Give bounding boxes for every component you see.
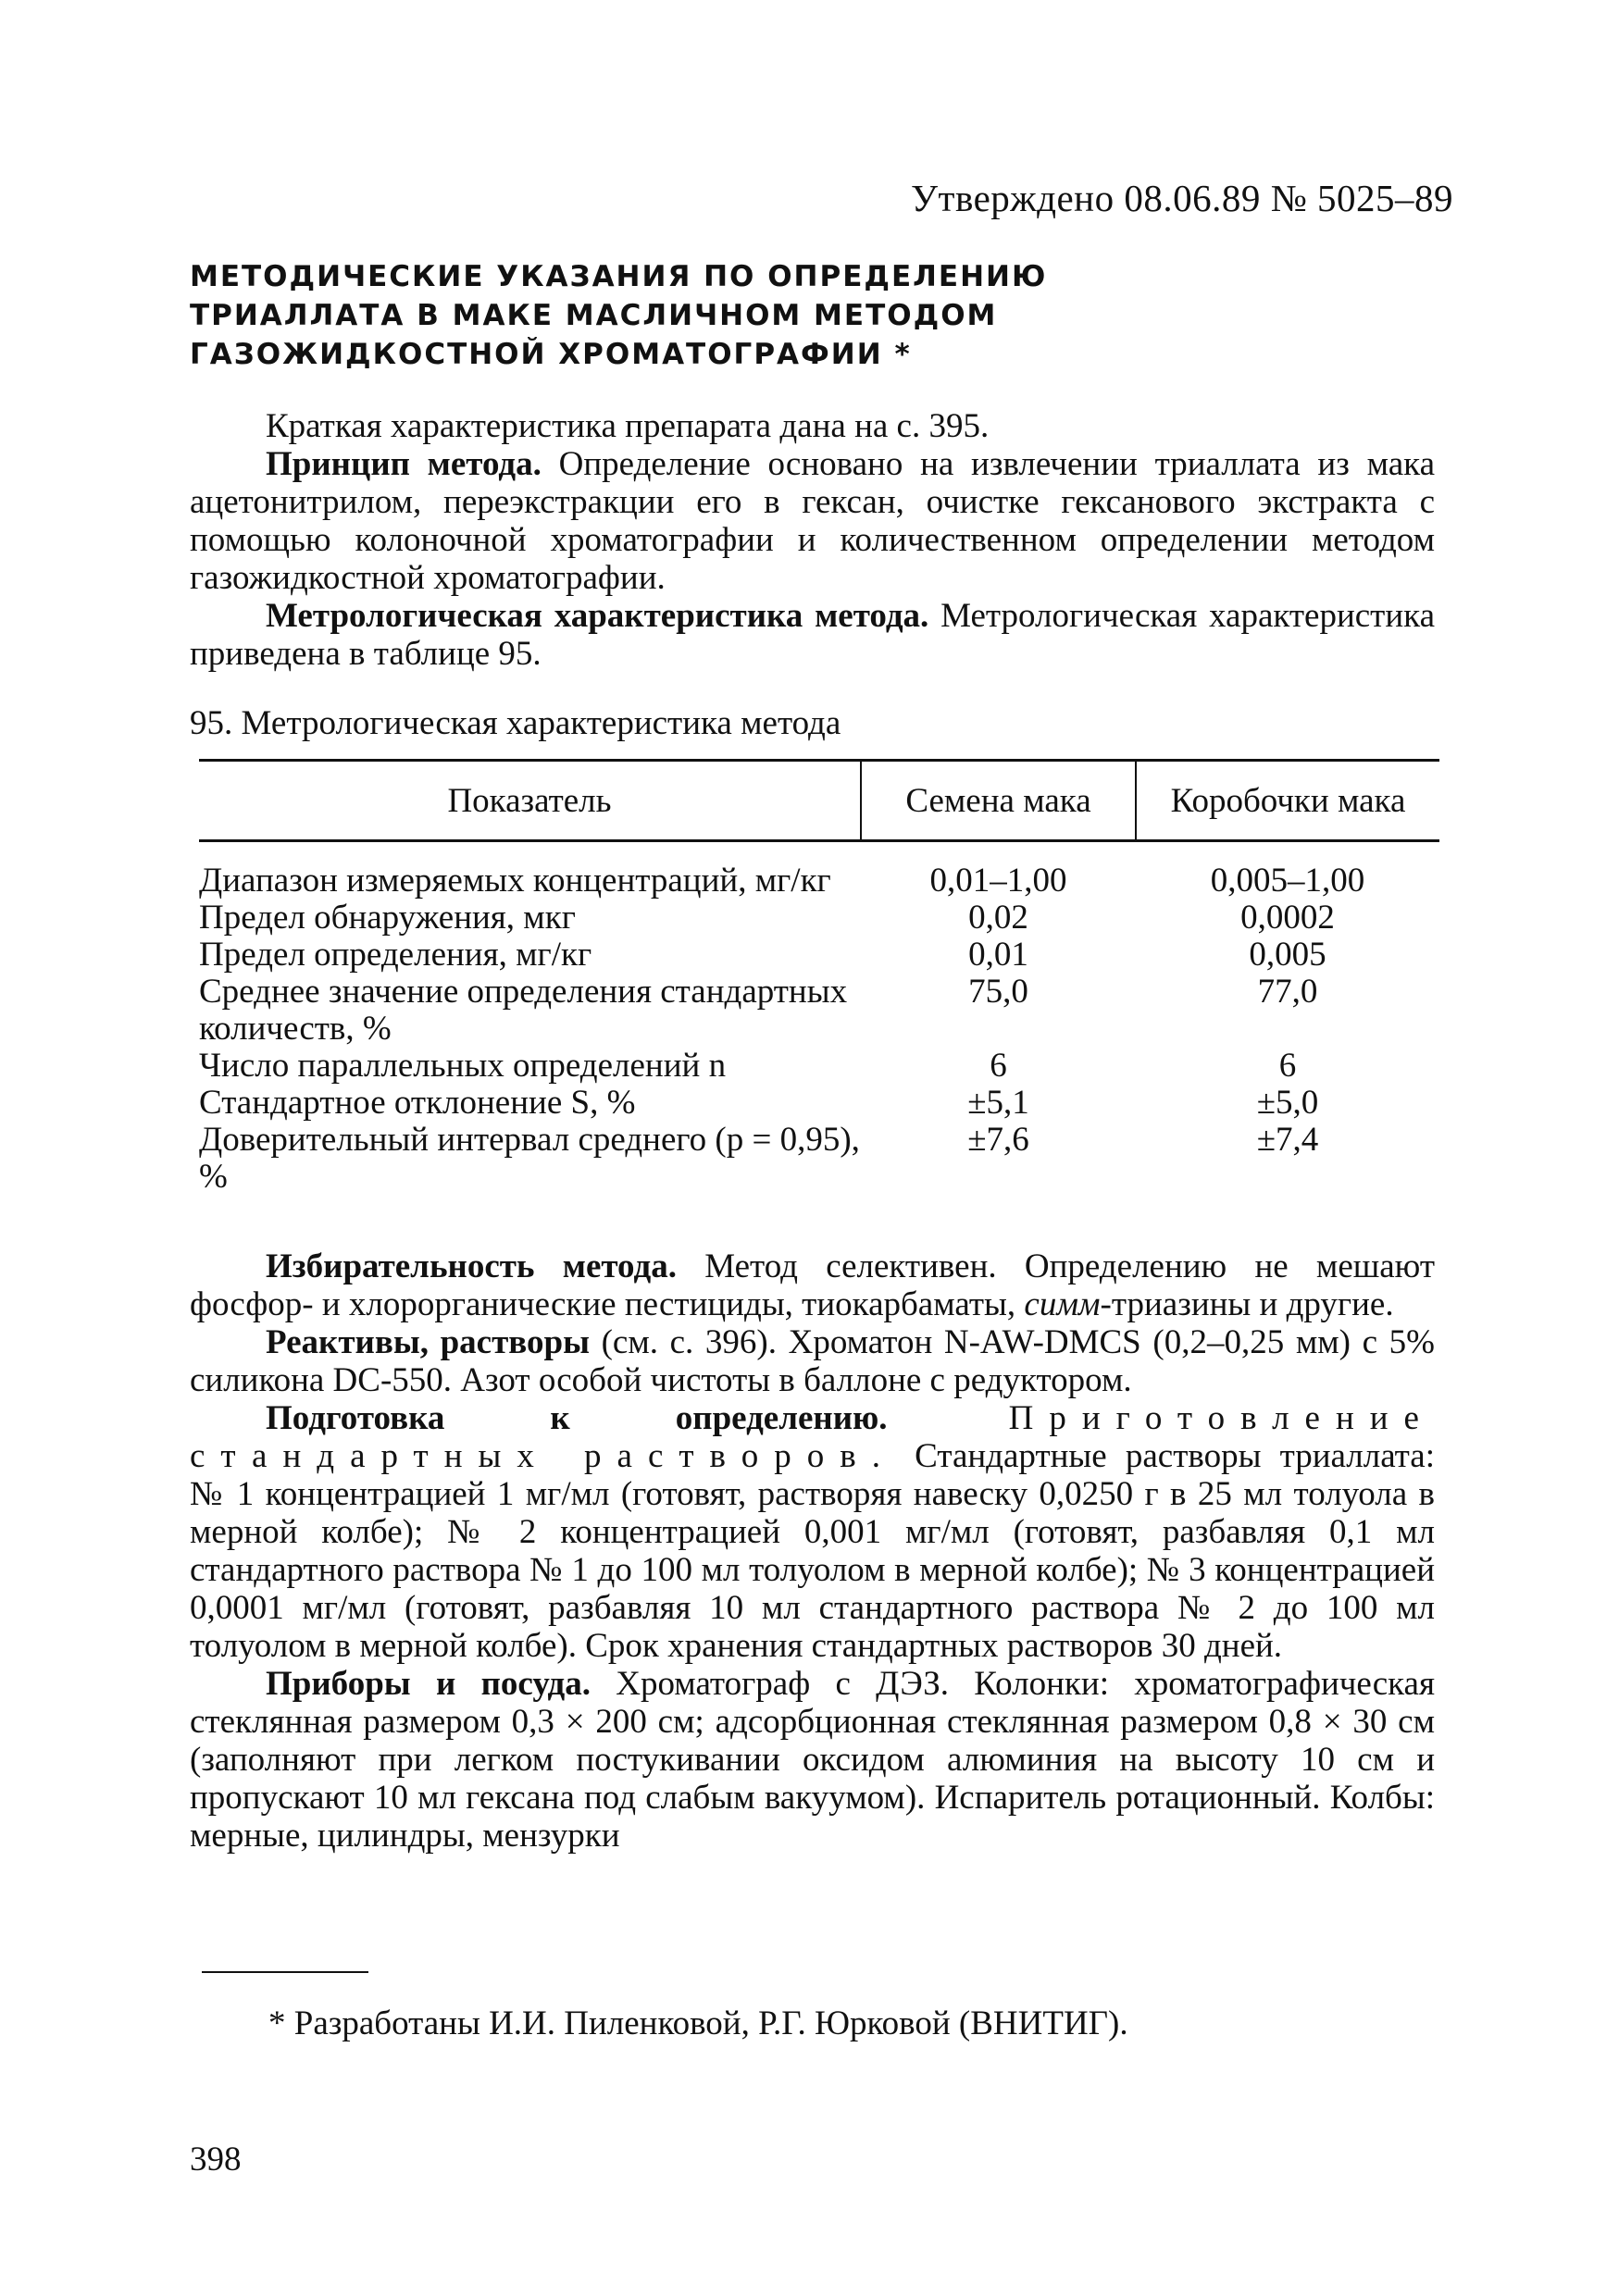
footnote-divider: [202, 1971, 368, 1973]
seeds-value: 6: [990, 1047, 1007, 1085]
metrology-table: [199, 759, 1439, 1196]
capsules-value: 0,005–1,00: [1210, 862, 1365, 900]
equipment-text: Хроматограф с ДЭЗ. Колонки: хроматографическая стеклянная размером 0,3 × 200 см; адсорбционная стеклянная размером 0,8 × 30 см (заполняют при легком постукивании оксидом алюминия на высоту 10 см и пропускают 10 мл гексана под слабым вакуумом). Испаритель ротационный. Колбы: мерные, цилиндры, мензурки: [190, 1665, 1435, 1855]
metrology-paragraph: [190, 597, 1435, 673]
seeds-value: 0,01–1,00: [929, 862, 1067, 900]
title-line: ГАЗОЖИДКОСТНОЙ ХРОМАТОГРАФИИ *: [190, 338, 912, 371]
capsules-value: 77,0: [1257, 973, 1318, 1011]
table-caption: 95. Метрологическая характеристика метода: [190, 704, 841, 742]
table-row: [199, 974, 1439, 1048]
preparation-label: Подготовка к определению.: [266, 1399, 888, 1437]
seeds-value: ±7,6: [967, 1121, 1029, 1159]
seeds-value: 75,0: [968, 973, 1028, 1011]
table-row: [199, 1085, 1439, 1122]
equipment-label: Приборы и посуда.: [266, 1665, 591, 1703]
title-line: ТРИАЛЛАТА В МАКЕ МАСЛИЧНОМ МЕТОДОМ: [190, 299, 998, 332]
reagents-text: (см. с. 396). Хроматон N-AW-DMCS (0,2–0,25 мм) с 5% силикона DC-550. Азот особой чистоты в баллоне с редуктором.: [190, 1323, 1435, 1399]
principle-paragraph: [190, 445, 1435, 597]
seeds-value: 0,02: [968, 899, 1028, 937]
principle-text: Определение основано на извлечении триаллата из мака ацетонитрилом, переэкстракции его в гексан, очистке гексанового экстракта с помощью колоночной хроматографии и количественном определении методом газожидкостной хроматографии.: [190, 445, 1435, 597]
capsules-value: 0,005: [1249, 936, 1326, 974]
selectivity-italic: симм: [1024, 1285, 1101, 1323]
footnote: * Разработаны И.И. Пиленковой, Р.Г. Юрковой (ВНИТИГ).: [268, 2004, 1128, 2042]
column-header: Показатель: [199, 761, 861, 841]
seeds-value: 0,01: [968, 936, 1028, 974]
selectivity-label: Избирательность метода.: [266, 1247, 677, 1285]
metrology-label: Метрологическая характеристика метода.: [266, 597, 929, 635]
title-line: МЕТОДИЧЕСКИЕ УКАЗАНИЯ ПО ОПРЕДЕЛЕНИЮ: [190, 260, 1048, 293]
indicator-cell: Доверительный интервал среднего (p = 0,95), %: [199, 1121, 860, 1196]
indicator-cell: Диапазон измеряемых концентраций, мг/кг: [199, 862, 831, 900]
brief-paragraph: Краткая характеристика препарата дана на с. 395.: [266, 407, 990, 445]
preparation-paragraph: [190, 1399, 1435, 1665]
approval-stamp: Утверждено 08.06.89 № 5025–89: [911, 177, 1453, 219]
reagents-label: Реактивы, растворы: [266, 1323, 590, 1361]
indicator-cell: Среднее значение определения стандартных количеств, %: [199, 973, 848, 1048]
table-row: [199, 841, 1439, 900]
selectivity-paragraph: [190, 1247, 1435, 1323]
equipment-paragraph: [190, 1665, 1435, 1855]
method-sections: [190, 1247, 1435, 1855]
table-header-row: [199, 761, 1439, 841]
capsules-value: ±7,4: [1256, 1121, 1319, 1159]
preparation-text: Стандартные растворы триаллата: № 1 концентрацией 1 мг/мл (готовят, растворяя навеску 0,0250 г в 25 мл толуола в мерной колбе); № 2 концентрацией 0,001 мг/мл (готовят, разбавляя 0,1 мл стандартного раствора № 1 до 100 мл толуолом в мерной колбе); № 3 концентрацией 0,0001 мг/мл (готовят, разбавляя 10 мл стандартного раствора № 2 до 100 мл толуолом в мерной колбе). Срок хранения стандартных растворов 30 дней.: [190, 1437, 1435, 1665]
table-row: [199, 900, 1439, 937]
indicator-cell: Предел обнаружения, мкг: [199, 899, 576, 937]
capsules-value: 6: [1278, 1047, 1297, 1085]
indicator-cell: Предел определения, мг/кг: [199, 936, 592, 974]
table-row: [199, 1122, 1439, 1196]
metrology-text: Метрологическая характеристика приведена в таблице 95.: [190, 597, 1435, 673]
principle-label: Принцип метода.: [266, 445, 542, 483]
document-title: [190, 257, 1048, 374]
selectivity-text: Метод селективен. Определению не мешают фосфор- и хлорорганические пестициды, тиокарбаматы,: [190, 1247, 1436, 1323]
seeds-value: ±5,1: [967, 1084, 1029, 1122]
page-number: 398: [190, 2141, 242, 2178]
table-row: [199, 1048, 1439, 1085]
reagents-paragraph: [190, 1323, 1435, 1399]
intro-section: [190, 407, 1435, 673]
table-row: [199, 937, 1439, 974]
selectivity-text-end: -триазины и другие.: [1100, 1285, 1394, 1323]
indicator-cell: Число параллельных определений n: [199, 1047, 727, 1085]
column-header: Коробочки мака: [1136, 761, 1439, 841]
capsules-value: ±5,0: [1256, 1084, 1319, 1122]
capsules-value: 0,0002: [1240, 899, 1335, 937]
preparation-subheading: Приготовление стандартных растворов.: [190, 1399, 1435, 1475]
indicator-cell: Стандартное отклонение S, %: [199, 1084, 636, 1122]
column-header: Семена мака: [861, 761, 1136, 841]
